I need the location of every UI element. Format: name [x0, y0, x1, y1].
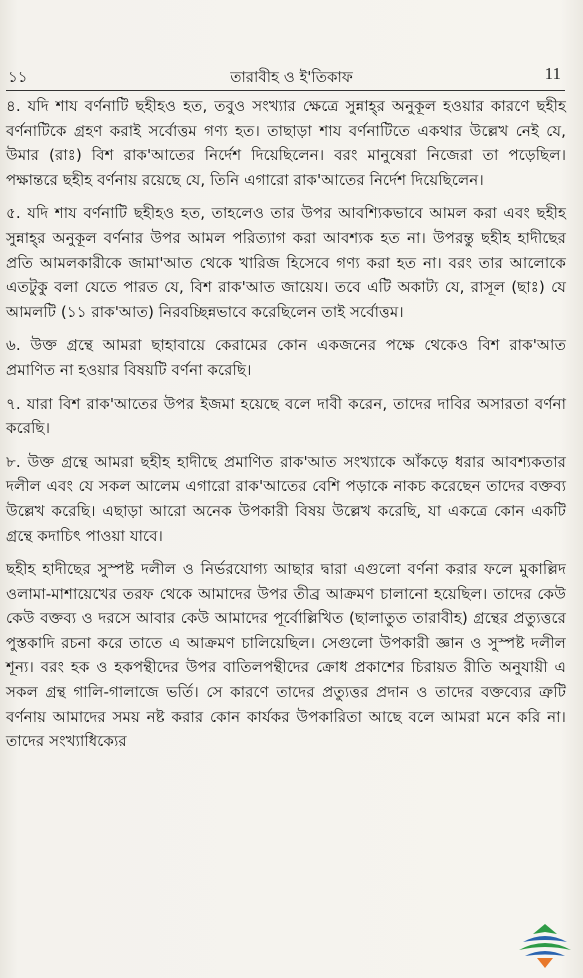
running-title: তারাবীহ ও ই'তিকাফ — [230, 68, 353, 86]
paragraph-point-4: ৪. যদি শায বর্ণনাটি ছহীহও হত, তবুও সংখ্যার ক্ষেত্রে সুন্নাহ্‌র অনুকূল হওয়ার কারণে ছহীহ বর্ণনাটিকে গ্রহণ করাই সর্বোত্তম গণ্য হত। তাছাড়া শায বর্ণনাটিতে একথার উল্লেখ নেই যে, উমার (রাঃ) বিশ রাক'আতের নির্দেশ দিয়েছিলেন। বরং মানুষেরা নিজেরা তা পড়েছিল। পক্ষান্তরে ছহীহ বর্ণনায় রয়েছে যে, তিনি এগারো রাক'আতের নির্দেশ দিয়েছিলেন। — [6, 97, 566, 189]
paragraph-point-8: ৮. উক্ত গ্রন্থে আমরা ছহীহ হাদীছে প্রমাণিত রাক'আত সংখ্যাকে আঁকড়ে ধরার আবশ্যকতার দলীল এবং যে সকল আলেম এগারো রাক'আতের বেশি পড়াকে নাকচ করেছেন তাদের বক্তব্য উল্লেখ করেছি। এছাড়া আরো অনেক উপকারী বিষয় উল্লেখ করেছি, যা একত্রে কোন একটি গ্রন্থে কদাচিৎ পাওয়া যাবে। — [6, 452, 566, 545]
publisher-logo-icon — [515, 920, 575, 972]
page-header — [0, 66, 583, 92]
page-number: 11 — [544, 64, 561, 83]
header-rule — [6, 90, 565, 91]
page-number-bengali: ১১ — [8, 68, 28, 86]
paragraph-point-6: ৬. উক্ত গ্রন্থে আমরা ছাহাবায়ে কেরামের কোন একজনের পক্ষে থেকেও বিশ রাক'আত প্রমাণিত না হওয়ার বিষয়টি বর্ণনা করেছি। — [6, 336, 566, 379]
body-text — [6, 94, 566, 762]
paragraph-point-5: ৫. যদি শায বর্ণনাটি ছহীহও হত, তাহলেও তার উপর আবশ্যিকভাবে আমল করা এবং ছহীহ সুন্নাহ্‌র অনুকূল বর্ণনার উপর আমল পরিত্যাগ করা আবশ্যক হত না। উপরন্তু ছহীহ হাদীছের প্রতি আমলকারীকে জামা'আত থেকে খারিজ হিসেবে গণ্য করা হত না। বরং তার আলোকে এতটুকু বলা যেতে পারত যে, বিশ রাক'আত জায়েয। তবে এটি অকাট্য যে, রাসূল (ছাঃ) যে আমলটি (১১ রাক'আত) নিরবচ্ছিন্নভাবে করেছিলেন তাই সর্বোত্তম। — [6, 204, 566, 321]
paragraph-closing: ছহীহ হাদীছের সুস্পষ্ট দলীল ও নির্ভরযোগ্য আছার দ্বারা এগুলো বর্ণনা করার ফলে মুকাল্লিদ ওলামা-মাশায়েখের তরফ থেকে আমাদের উপর তীব্র আক্রমণ চালানো হয়েছিল। তাদের কেউ কেউ বক্তব্য ও দরসে আবার কেউ আমাদের পূর্বোল্লিখিত (ছালাতুত তারাবীহ) গ্রন্থের প্রত্যুত্তরে পুস্তকাদি রচনা করে তাতে এ আক্রমণ চালিয়েছিল। সেগুলো উপকারী জ্ঞান ও সুস্পষ্ট দলীল শূন্য। বরং হক ও হকপন্থীদের উপর বাতিলপন্থীদের ক্রোধ প্রকাশের চিরায়ত রীতি অনুযায়ী এ সকল গ্রন্থ গালি-গালাজে ভর্তি। সে কারণে তাদের প্রত্যুত্তর প্রদান ও তাদের বক্তব্যের ত্রুটি বর্ণনায় আমাদের সময় নষ্ট করার কোন কার্যকর উপকারিতা আছে বলে আমরা মনে করি না। তাদের সংখ্যাধিক্যের — [6, 560, 566, 751]
paragraph-point-7: ৭. যারা বিশ রাক'আতের উপর ইজমা হয়েছে বলে দাবী করেন, তাদের দাবির অসারতা বর্ণনা করেছি। — [6, 394, 566, 438]
